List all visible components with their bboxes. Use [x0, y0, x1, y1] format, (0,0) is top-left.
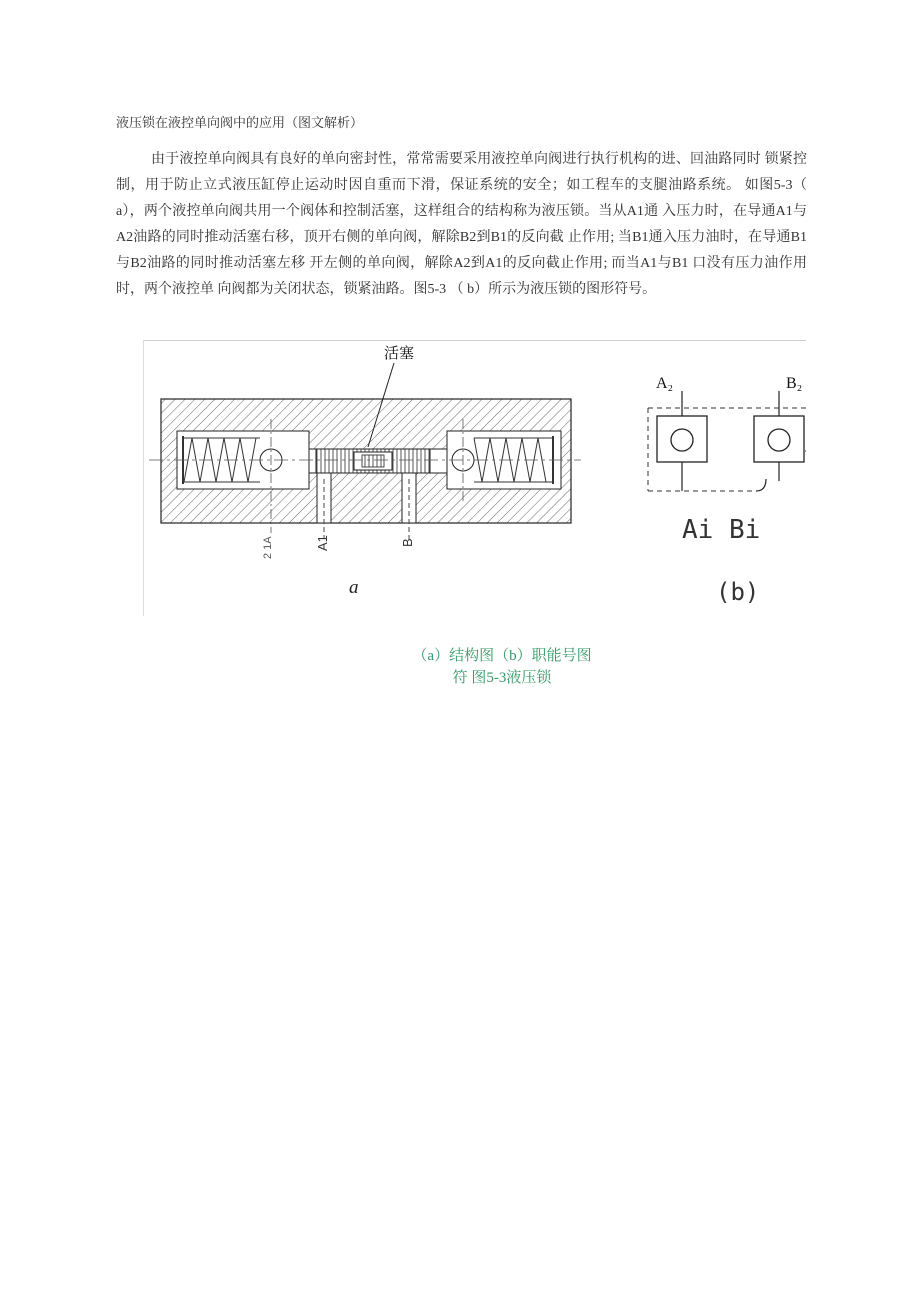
body-paragraph: 由于液控单向阀具有良好的单向密封性，常常需要采用液控单向阀进行执行机构的进、回油路同时 锁紧控制，用于防止立式液压缸停止运动时因自重而下滑，保证系统的安全；如工程车的支腿油路系统。 如图5-3（ a），两个液控单向阀共用一个阀体和控制活塞，这样组合的结构称为液压锁。当从A1通 入压力时，在导通A1与A2油路的同时推动活塞右移，顶开右侧的单向阀，解除B2到B1的反向截 止作用; 当B1通入压力油时，在导通B1与B2油路的同时推动活塞左移 开左侧的单向阀，解除A2到A1的反向截止作用; 而当A1与B1 口没有压力油作用时，两个液控单 向阀都为关闭状态，锁紧油路。图5-3 （ b）所示为液压锁的图形符号。 — [116, 152, 807, 297]
caption-line-2: 符 图5-3液压锁 — [452, 670, 552, 686]
page-title: 液压锁在液控单向阀中的应用（图文解析） — [116, 115, 364, 130]
structural-diagram — [149, 345, 581, 598]
sublabel-b: (b) — [716, 578, 760, 606]
control-piston — [316, 449, 430, 473]
check-valve-symbols — [657, 416, 804, 462]
port-label-a1: A1 — [315, 535, 330, 551]
figure-drawing — [144, 341, 807, 617]
ports-label-ai-bi: Ai Bi — [682, 515, 761, 545]
figure-5-3 — [143, 340, 806, 616]
pilot-hook — [756, 479, 766, 491]
sublabel-a: a — [349, 577, 359, 598]
port-label-a2: A₂ — [656, 375, 674, 392]
annotation-2-1a: 2 1A — [262, 536, 274, 559]
figure-caption — [143, 645, 806, 689]
piston-callout-label: 活塞 — [384, 346, 415, 362]
caption-line-1: （a）结构图（b）职能号图 — [412, 648, 592, 664]
port-label-b: B — [400, 538, 415, 547]
port-label-b2: B₂ — [786, 375, 803, 392]
symbol-diagram — [648, 375, 807, 606]
